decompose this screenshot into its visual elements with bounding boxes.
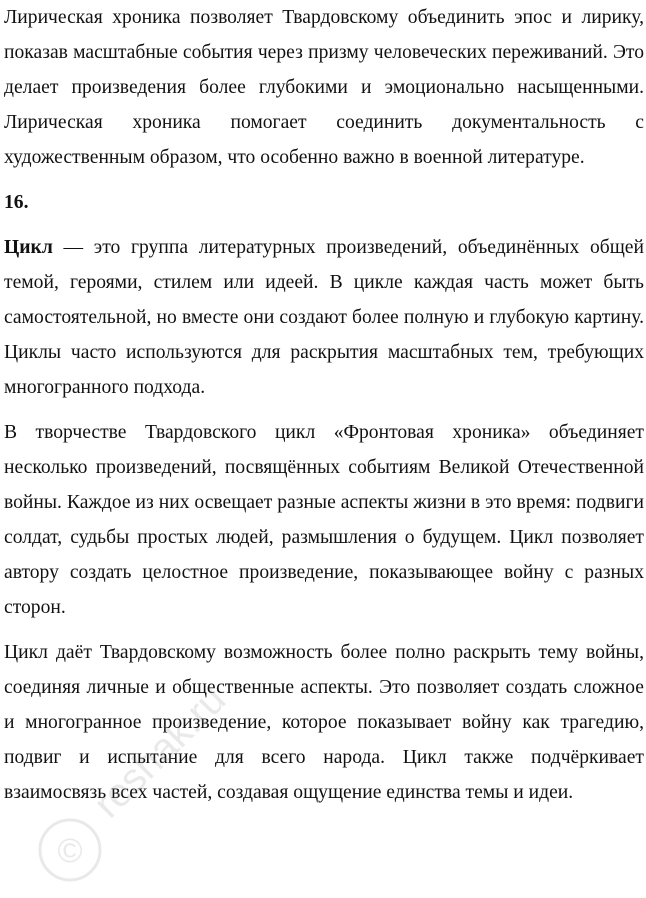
definition-text: — это группа литературных произведений, объединённых общей темой, героями, стилем или идеей. В цикле каждая часть может быть самостоятельной, но вместе они создают более полную и глубокую картину. Циклы часто используются для раскрытия масштабных тем, требующих многогранного подхода. (4, 237, 644, 398)
paragraph-cycle-purpose: Цикл даёт Твардовскому возможность более полно раскрыть тему войны, соединяя личные и общественные аспекты. Это позволяет создать сложное и многогранное произведение, которое показывает войну как трагедию, подвиг и испытание для всего народа. Цикл также подчёркивает взаимосвязь всех частей, создавая ощущение единства темы и идеи. (4, 642, 644, 803)
document-page (4, 0, 644, 810)
paragraph-lyric-chronicle: Лирическая хроника позволяет Твардовскому объединить эпос и лирику, показав масштабные события через призму человеческих переживаний. Это делает произведения более глубокими и эмоционально насыщенными. Лирическая хроника помогает соединить документальность с художественным образом, что особенно важно в военной литературе. (4, 7, 644, 168)
watermark-text: reshak.ru (85, 677, 235, 827)
answer-number: 16. (4, 192, 29, 213)
paragraph-front-chronicle: В творчестве Твардовского цикл «Фронтовая хроника» объединяет несколько произведений, посвящённых событиям Великой Отечественной войны. Каждое из них освещает разные аспекты жизни в это время: подвиги солдат, судьбы простых людей, размышления о будущем. Цикл позволяет автору создать целостное произведение, показывающее войну с разных сторон. (4, 422, 644, 618)
term-cycle: Цикл (4, 237, 53, 258)
paragraph-cycle-definition (4, 230, 644, 405)
svg-text:©: © (57, 832, 83, 870)
